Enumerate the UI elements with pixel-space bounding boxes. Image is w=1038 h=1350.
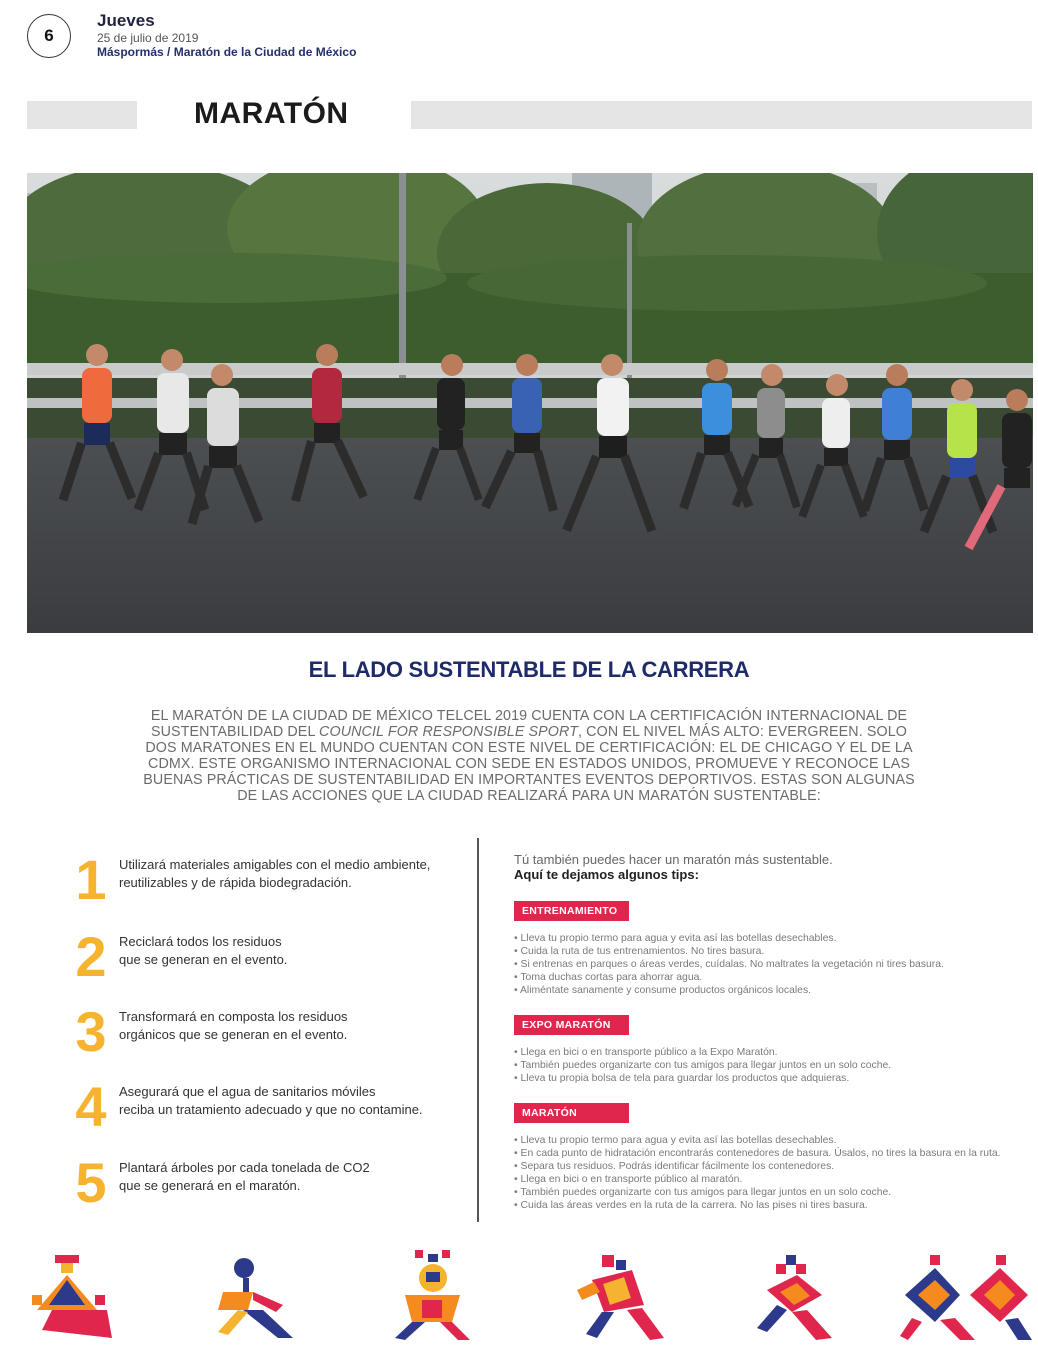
action-item-3 [66, 1000, 466, 1068]
main-heading: EL LADO SUSTENTABLE DE LA CARRERA [308, 657, 750, 682]
list-item: • Aliméntate sanamente y consume productos orgánicos locales. [514, 984, 1034, 997]
list-item: • Lleva tu propio termo para agua y evita así las botellas desechables. [514, 932, 1034, 945]
list-item: • También puedes organizarte con tus amigos para llegar juntos en un solo coche. [514, 1186, 1034, 1199]
runners-photo [27, 173, 1033, 633]
action-number: 3 [75, 1000, 107, 1063]
page-number: 6 [27, 14, 71, 58]
intro-paragraph [140, 708, 918, 804]
intro-emphasis: COUNCIL FOR RESPONSIBLE SPORT [319, 724, 579, 740]
action-item-4 [66, 1075, 466, 1143]
header-section: Máspormás / Maratón de la Ciudad de México [97, 45, 357, 59]
action-number: 2 [75, 925, 107, 988]
runner-figure-3-icon [390, 1250, 485, 1342]
action-item-1 [66, 848, 466, 916]
list-item: • También puedes organizarte con tus amigos para llegar juntos en un solo coche. [514, 1059, 1034, 1072]
list-item: • Lleva tu propia bolsa de tela para guardar los productos que adquieras. [514, 1072, 1034, 1085]
action-number: 4 [75, 1075, 107, 1138]
header-day: Jueves [97, 11, 155, 30]
list-item: • Cuida la ruta de tus entrenamientos. No tires basura. [514, 945, 1034, 958]
tips-badge-expo-maraton: EXPO MARATÓN [514, 1015, 629, 1035]
list-item: • Llega en bici o en transporte público a la Expo Maratón. [514, 1046, 1034, 1059]
list-item: • Llega en bici o en transporte público al maratón. [514, 1173, 1034, 1186]
list-item: • Separa tus residuos. Podrás identificar fácilmente los contenedores. [514, 1160, 1034, 1173]
tips-list-expo-maraton [514, 1046, 1034, 1085]
runner-figure-1-icon [27, 1250, 122, 1342]
list-item: • Cuida las áreas verdes en la ruta de la carrera. No las pises ni tires basura. [514, 1199, 1034, 1212]
runner-figure-5-icon [752, 1250, 847, 1342]
list-item: • Lleva tu propio termo para agua y evita así las botellas desechables. [514, 1134, 1034, 1147]
action-number: 5 [75, 1151, 107, 1214]
action-item-5 [66, 1151, 466, 1219]
tips-list-entrenamiento [514, 932, 1034, 997]
runner-figure-6-icon [900, 1250, 1034, 1342]
tips-badge-maraton: MARATÓN [514, 1103, 629, 1123]
list-item: • Toma duchas cortas para ahorrar agua. [514, 971, 1034, 984]
intro-text-part1: EL MARATÓN DE LA CIUDAD DE MÉXICO TELCEL 2019 CUENTA CON LA CERTIFICACIÓN INTERNACIONAL DE SUSTENTABILIDAD DEL [150, 708, 908, 740]
column-divider [477, 838, 479, 1222]
tips-intro-bold: Aquí te dejamos algunos tips: [514, 867, 699, 882]
intro-text-part2: , CON EL NIVEL MÁS ALTO: EVERGREEN. SOLO DOS MARATONES EN EL MUNDO CUENTAN CON ESTE NIVEL DE CERTIFICACIÓN: EL DE CHICAGO Y EL DE LA CDMX. ESTE ORGANISMO INTERNACIONAL CON SEDE EN ESTADOS UNIDOS, PROMUEVE Y RECONOCE LAS BUENAS PRÁCTICAS DE SUSTENTABILIDAD EN IMPORTANTES EVENTOS DEPORTIVOS. ESTAS SON ALGUNAS DE LAS ACCIONES QUE LA CIUDAD REALIZARÁ PARA UN MARATÓN SUSTENTABLE: [143, 724, 915, 804]
tips-intro: Tú también puedes hacer un maratón más sustentable. [514, 852, 833, 867]
action-text: Utilizará materiales amigables con el medio ambiente, reutilizables y de rápida biodegradación. [119, 857, 431, 890]
action-text: Reciclará todos los residuos que se generan en el evento. [119, 934, 288, 967]
action-item-2 [66, 925, 466, 993]
header-date: 25 de julio de 2019 [97, 31, 199, 45]
runner-figure-4-icon [572, 1250, 667, 1342]
action-text: Plantará árboles por cada tonelada de CO2 que se generará en el maratón. [119, 1160, 370, 1193]
action-text: Asegurará que el agua de sanitarios móviles reciba un tratamiento adecuado y que no contamine. [119, 1084, 423, 1117]
runner-figure-2-icon [208, 1250, 303, 1342]
title-bar-left [27, 101, 137, 129]
action-text: Transformará en composta los residuos orgánicos que se generan en el evento. [119, 1009, 348, 1042]
section-title: MARATÓN [194, 97, 349, 130]
list-item: • En cada punto de hidratación encontrarás contenedores de basura. Úsalos, no tires la basura en la ruta. [514, 1147, 1034, 1160]
tips-list-maraton [514, 1134, 1034, 1212]
list-item: • Si entrenas en parques o áreas verdes, cuídalas. No maltrates la vegetación ni tires basura. [514, 958, 1034, 971]
action-number: 1 [75, 848, 107, 911]
tips-badge-entrenamiento: ENTRENAMIENTO [514, 901, 629, 921]
title-bar-right [411, 101, 1032, 129]
